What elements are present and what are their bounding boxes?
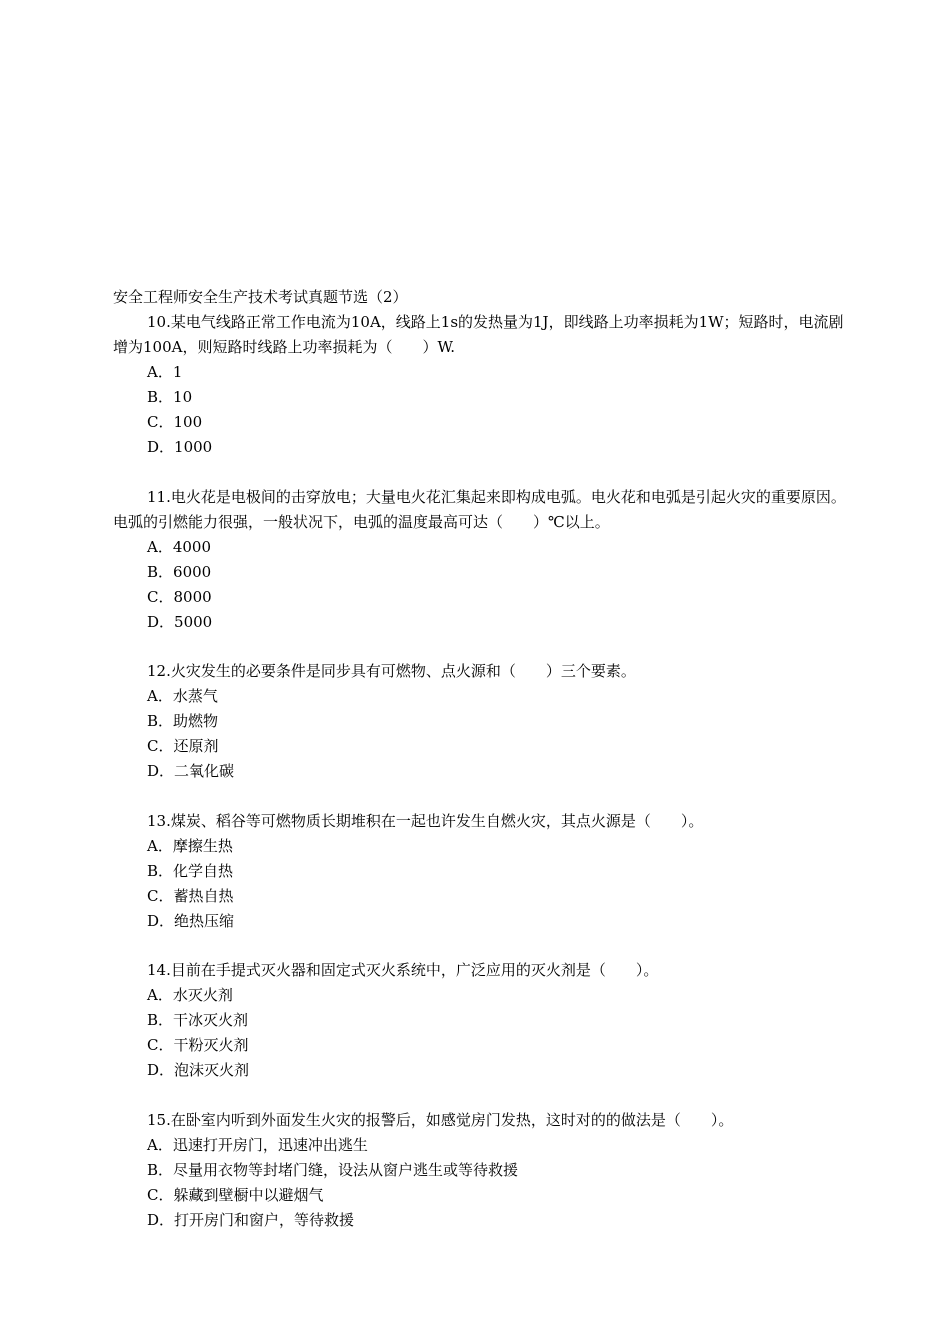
option-b: B．10 — [147, 388, 193, 406]
option-b: B．6000 — [147, 562, 212, 581]
option-b: B．化学自热 — [147, 861, 234, 880]
option-c: C．躲藏到壁橱中以避烟气 — [147, 1185, 324, 1204]
option-d: D．二氧化碳 — [147, 762, 235, 780]
option-d: D．绝热压缩 — [147, 911, 235, 930]
document-title: 安全工程师安全生产技术考试真题节选（2） — [113, 288, 408, 306]
question-stem: 15.在卧室内听到外面发生火灾的报警后，如感觉房门发热，这时对的的做法是（ ）。 — [147, 1110, 734, 1129]
question-14 — [113, 958, 851, 1083]
option-c: C．蓄热自热 — [147, 886, 234, 905]
spacer — [113, 934, 851, 959]
spacer — [113, 635, 851, 660]
question-stem: 14.目前在手提式灭火器和固定式灭火系统中，广泛应用的灭火剂是（ ）。 — [147, 961, 659, 979]
question-15 — [113, 1108, 851, 1233]
option-c: C．100 — [147, 413, 203, 431]
question-12 — [113, 659, 851, 784]
question-stem: 13.煤炭、稻谷等可燃物质长期堆积在一起也许发生自燃火灾，其点火源是（ ）。 — [147, 811, 704, 830]
question-stem: 11.电火花是电极间的击穿放电；大量电火花汇集起来即构成电弧。电火花和电弧是引起火灾的重要原因。电弧的引燃能力很强，一般状况下，电弧的温度最高可达（ ）℃以上。 — [113, 487, 846, 531]
question-11 — [113, 485, 851, 635]
option-a: A．1 — [147, 363, 183, 381]
option-c: C．干粉灭火剂 — [147, 1036, 249, 1054]
option-d: D．打开房门和窗户，等待救援 — [147, 1210, 355, 1229]
question-10 — [113, 310, 851, 460]
option-a: A．迅速打开房门，迅速冲出逃生 — [147, 1135, 368, 1154]
spacer — [113, 460, 851, 485]
option-b: B．尽量用衣物等封堵门缝，设法从窗户逃生或等待救援 — [147, 1160, 519, 1179]
option-b: B．干冰灭火剂 — [147, 1011, 249, 1029]
option-c: C．8000 — [147, 587, 212, 606]
option-d: D．泡沫灭火剂 — [147, 1061, 250, 1079]
option-d: D．1000 — [147, 438, 213, 456]
option-c: C．还原剂 — [147, 737, 219, 755]
option-a: A．水蒸气 — [147, 687, 218, 705]
spacer — [113, 784, 851, 809]
document-content — [113, 285, 851, 1233]
option-b: B．助燃物 — [147, 712, 219, 730]
question-stem: 12.火灾发生的必要条件是同步具有可燃物、点火源和（ ）三个要素。 — [147, 662, 636, 680]
spacer — [113, 1083, 851, 1108]
option-a: A．4000 — [147, 537, 212, 556]
question-13 — [113, 809, 851, 934]
option-d: D．5000 — [147, 612, 213, 631]
option-a: A．水灭火剂 — [147, 986, 233, 1004]
question-stem: 10.某电气线路正常工作电流为10A，线路上1s的发热量为1J，即线路上功率损耗为1W；短路时，电流剧增为100A，则短路时线路上功率损耗为（ ）W. — [113, 313, 844, 356]
option-a: A．摩擦生热 — [147, 836, 233, 855]
